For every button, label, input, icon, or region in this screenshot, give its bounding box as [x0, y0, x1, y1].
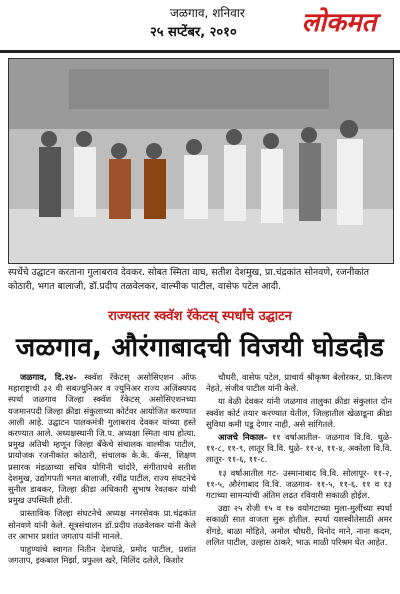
right-para-3: उद्या २५ रोजी १५ व १७ वयोगटाच्या मुला-मुलींच्या स्पर्धा सकाळी सात वाजता सुरू होतील. स्पर्धा यशस्वीतेसाठी अमर शेंगडे, बाळा मोहिते, अमोल चौधरी, विनोद माने, नाना कदम, ललित पाटील, उल्हास ठाकरे, भाऊ माळी परिश्रम घेत आहेत.	[206, 503, 392, 547]
kicker-subheading: राज्यस्तर स्क्वॅश रॅकेटस् स्पर्धांचे उद्घाटन	[108, 309, 292, 324]
results-label: आजचे निकाल-	[218, 432, 268, 443]
results-text: ११ वर्षाआतील- जळगाव वि.वि. धुळे- ११-८, ११-९, लातूर वि.वि. धुळे- ११-४, ११-४, अकोला वि.वि. लातूर- ११-६, ११-८.	[206, 432, 393, 465]
event-photo	[8, 58, 394, 264]
publication-date: २५ सप्टेंबर, २०१०	[150, 25, 237, 40]
city-day: जळगाव, शनिवार	[170, 6, 245, 20]
photo-caption: स्पर्धेचे उद्घाटन करताना गुलाबराव देवकर. सोबत स्मिता वाघ, सतीश देशमुख, प्रा.चंद्रकांत सोनवणे, रजनीकांत कोठारी, भगत बालाजी, डॉ.प्रदीप तळवेलकर, वाल्मीक पाटील, वासेफ पटेल आदी.	[8, 267, 370, 292]
headline: जळगाव, औरंगाबादची विजयी घोडदौड	[15, 333, 385, 363]
results-para-2: १३ वर्षाआतील गट- उस्मानाबाद वि.वि. सोलापूर- ११-२, ११-५, औरंगाबाद वि.वि. जळगाव- ११-५, ११-६. ११ व १३ गटाच्या सामन्यांची अंतिम लढत रविवारी सकाळी होईल.	[206, 467, 392, 501]
article-column-right	[206, 372, 392, 550]
right-para-1: चौधरी, वासेफ पटेल, प्राचार्य श्रीकृष्ण बेलोरकर, प्रा.किरण नेहते, संजीव पाटील यांनी केले.	[206, 372, 392, 394]
dateline: जळगाव, दि.२४-	[20, 372, 77, 382]
left-para-3: पाहुण्यांचे स्वागत नितीन देशपांडे, प्रमोद पाटील, प्रशांत जगताप, इकबाल मिर्झा, प्रफुल्ल खरे, मिलिंद दलेले, किशोर	[8, 544, 196, 566]
newspaper-header	[0, 0, 400, 53]
left-para-1	[8, 372, 196, 506]
left-para-2: प्रास्ताविक जिल्हा संघटनेचे अध्यक्ष नगरसेवक प्रा.चंद्रकांत सोनवणे यांनी केले. सूत्रसंचालन डॉ.प्रदीप तळवेलकर यांनी केले तर आभार प्रशांत जगताप यांनी मानले.	[8, 508, 196, 541]
right-para-2: या वेळी देवकर यांनी जळगाव तालुका क्रीडा संकुलात दोन स्क्वॅश कोर्ट तयार करण्यात येतील, जिल्हातील खेळाडूना क्रीडा सुविधा कमी पडू देणार नाही, असे सांगितले.	[206, 396, 392, 429]
article-column-left	[8, 372, 196, 568]
newspaper-logo: लोकमत	[301, 8, 377, 38]
left-para-1-text: स्क्वॅश रॅकेटस् असोसिएशन ऑफ महाराष्ट्राची ३२ वी सबज्युनिअर व ज्युनिअर राज्य अजिंक्यपद स्पर्धा जळगाव जिल्हा स्क्वॅश रॅकेटस् असोसिएशनच्या यजमानपदी जिल्हा क्रीडा संकुलाच्या कोर्टवर आयोजित करण्यात आली आहे. उद्घाटन पालकमंत्री गुलाबराव देवकर यांच्या हस्ते करण्यात आले. अध्यक्षस्थानी जि.प. अध्यक्षा स्मिता वाघ होत्या. प्रमुख अतिथी म्हणून जिल्हा बँकेचे संचालक वाल्मीक पाटील, प्रायोजक रजनीकांत कोठारी, संचालक के.के. कॅन्स, शिक्षण प्रसारक मंडळाच्या सचिव योगिनी चांदोरे, संगीतापचे सतीश देशमुख, उद्योगपती भगत बालाजी, रवींद्र पाटील, राज्य संघटनेचे सुनील डाबकर, जिल्हा क्रीडा अधिकारी सुभाष रेवतकर यांची प्रमुख उपस्थिती होती.	[8, 372, 197, 506]
event-photo-illustration	[9, 59, 393, 263]
results-para	[206, 432, 392, 466]
